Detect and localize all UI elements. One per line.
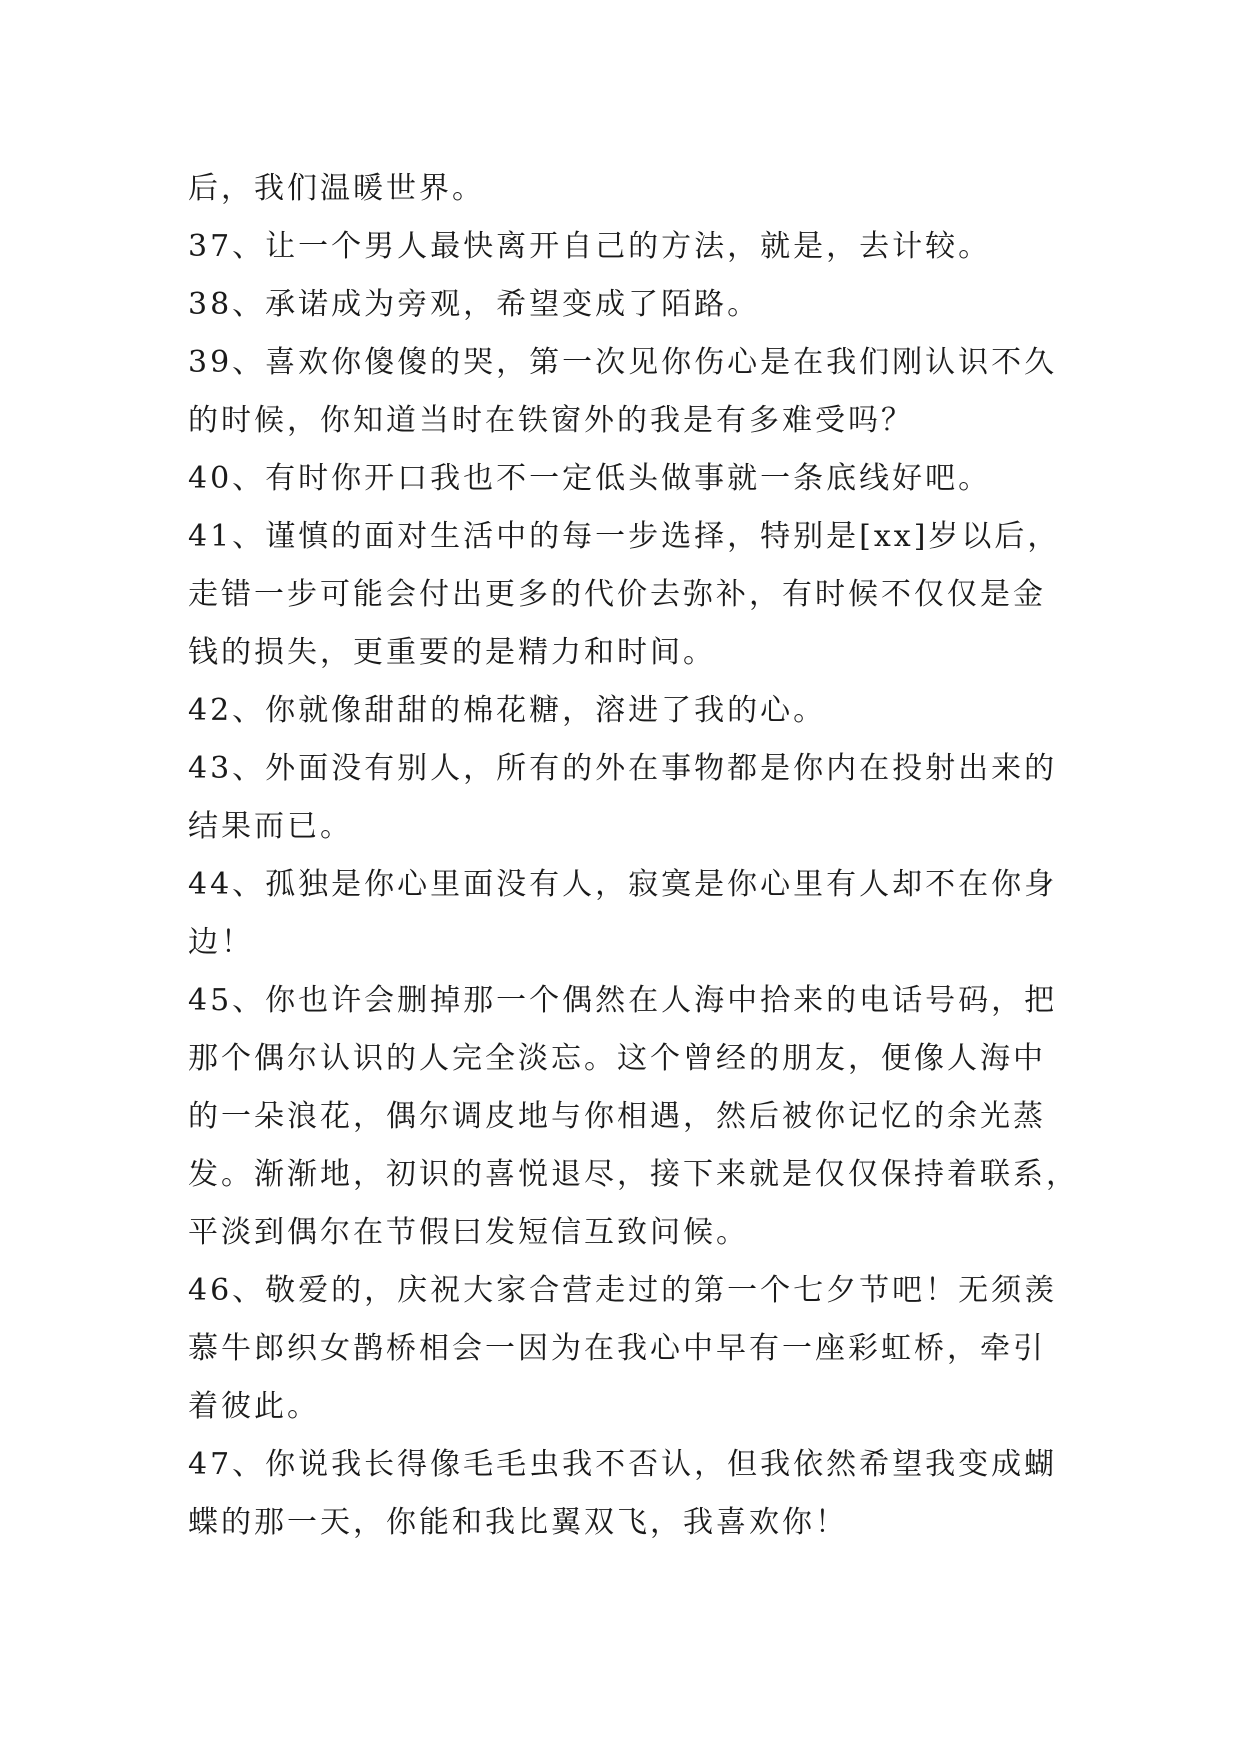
text-line: 的一朵浪花，偶尔调皮地与你相遇，然后被你记忆的余光蒸	[188, 1099, 1046, 1134]
text-line: 47、你说我长得像毛毛虫我不否认，但我依然希望我变成蝴	[188, 1447, 1058, 1482]
text-line: 37、让一个男人最快离开自己的方法，就是，去计较。	[188, 229, 992, 264]
text-line: 44、孤独是你心里面没有人，寂寞是你心里有人却不在你身	[188, 867, 1058, 902]
text-line: 钱的损失，更重要的是精力和时间。	[188, 635, 716, 670]
text-line: 46、敬爱的，庆祝大家合营走过的第一个七夕节吧！无须羡	[188, 1273, 1058, 1308]
text-line: 43、外面没有别人，所有的外在事物都是你内在投射出来的	[188, 751, 1058, 786]
text-line: 42、你就像甜甜的棉花糖，溶进了我的心。	[188, 693, 827, 728]
text-line: 走错一步可能会付出更多的代价去弥补，有时候不仅仅是金	[188, 577, 1046, 612]
text-line: 发。渐渐地，初识的喜悦退尽，接下来就是仅仅保持着联系，	[188, 1157, 1079, 1192]
text-line: 38、承诺成为旁观，希望变成了陌路。	[188, 287, 761, 322]
text-line: 慕牛郎织女鹊桥相会一因为在我心中早有一座彩虹桥，牵引	[188, 1331, 1046, 1366]
text-line: 40、有时你开口我也不一定低头做事就一条底线好吧。	[188, 461, 992, 496]
text-line: 39、喜欢你傻傻的哭，第一次见你伤心是在我们刚认识不久	[188, 345, 1058, 380]
text-line: 结果而已。	[188, 809, 353, 844]
text-line: 着彼此。	[188, 1389, 320, 1424]
text-line: 平淡到偶尔在节假曰发短信互致问候。	[188, 1215, 749, 1250]
text-line: 那个偶尔认识的人完全淡忘。这个曾经的朋友，便像人海中	[188, 1041, 1046, 1076]
text-line: 41、谨慎的面对生活中的每一步选择，特别是[xx]岁以后，	[188, 519, 1061, 554]
text-line: 后，我们温暖世界。	[188, 171, 485, 206]
text-line: 45、你也许会删掉那一个偶然在人海中拾来的电话号码，把	[188, 983, 1058, 1018]
text-line: 边！	[188, 925, 254, 960]
text-line: 蝶的那一天，你能和我比翼双飞，我喜欢你！	[188, 1505, 848, 1540]
document-body	[188, 160, 1079, 1552]
text-line: 的时候，你知道当时在铁窗外的我是有多难受吗？	[188, 403, 914, 438]
